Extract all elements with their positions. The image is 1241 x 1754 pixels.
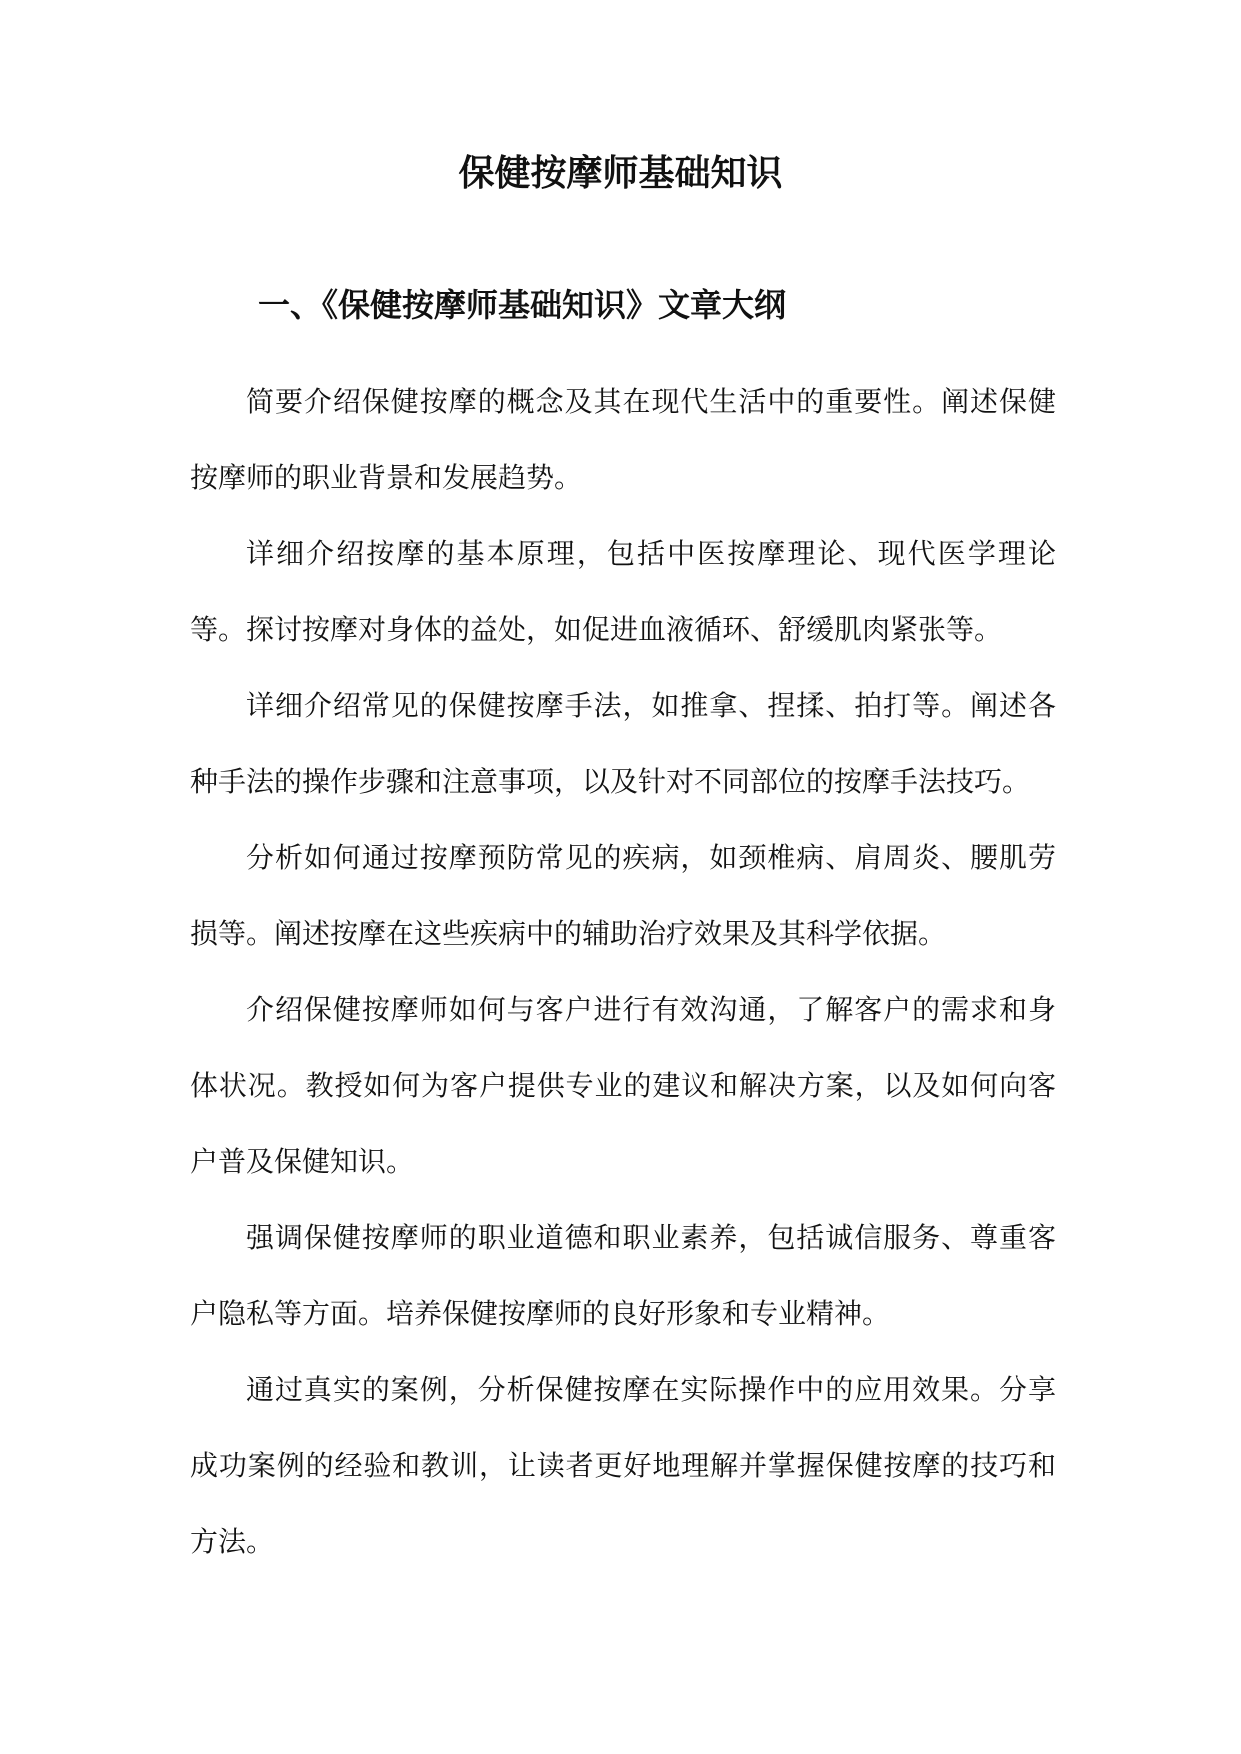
section-heading: 一、《保健按摩师基础知识》文章大纲 <box>258 286 787 324</box>
paragraph-concept: 简要介绍保健按摩的概念及其在现代生活中的重要性。阐述保健按摩师的职业背景和发展趋势。 <box>190 385 1056 494</box>
document-title: 保健按摩师基础知识 <box>458 152 783 194</box>
paragraph-cases: 通过真实的案例，分析保健按摩在实际操作中的应用效果。分享成功案例的经验和教训，让读者更好地理解并掌握保健按摩的技巧和方法。 <box>190 1373 1056 1558</box>
paragraph-techniques: 详细介绍常见的保健按摩手法，如推拿、捏揉、拍打等。阐述各种手法的操作步骤和注意事项，以及针对不同部位的按摩手法技巧。 <box>190 689 1056 798</box>
paragraph-prevention: 分析如何通过按摩预防常见的疾病，如颈椎病、肩周炎、腰肌劳损等。阐述按摩在这些疾病中的辅助治疗效果及其科学依据。 <box>190 841 1056 950</box>
paragraph-ethics: 强调保健按摩师的职业道德和职业素养，包括诚信服务、尊重客户隐私等方面。培养保健按摩师的良好形象和专业精神。 <box>190 1221 1056 1330</box>
outline-body <box>190 364 1056 1580</box>
paragraph-principles: 详细介绍按摩的基本原理，包括中医按摩理论、现代医学理论等。探讨按摩对身体的益处，如促进血液循环、舒缓肌肉紧张等。 <box>190 537 1056 646</box>
paragraph-communication: 介绍保健按摩师如何与客户进行有效沟通，了解客户的需求和身体状况。教授如何为客户提供专业的建议和解决方案，以及如何向客户普及保健知识。 <box>190 993 1056 1178</box>
